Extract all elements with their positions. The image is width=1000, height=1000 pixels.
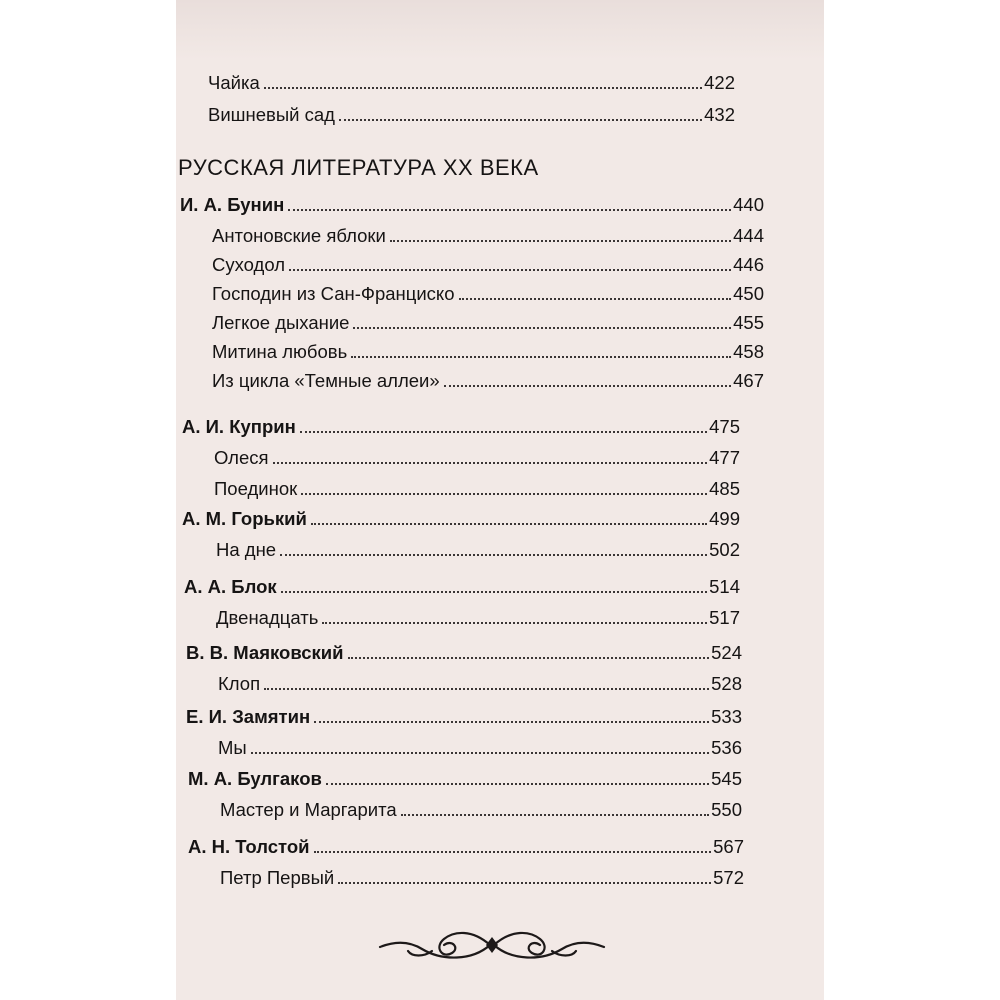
dot-leader [288,208,731,211]
dot-leader [351,355,731,358]
toc-author-entry [186,702,742,728]
toc-author-entry [188,832,744,858]
work-title: Из цикла «Темные аллеи» [212,370,440,391]
dot-leader [444,384,731,387]
dot-leader [322,621,707,624]
dot-leader [301,492,707,495]
page-number: 446 [733,254,764,275]
page-number: 567 [713,836,744,857]
toc-author-entry [182,504,740,530]
work-title: Вишневый сад [208,104,335,125]
book-page [176,0,824,1000]
toc-work-entry [216,535,740,561]
page-number: 536 [711,737,742,758]
author-name: А. И. Куприн [182,416,296,437]
dot-leader [348,656,710,659]
toc-work-entry [220,863,744,889]
work-title: Антоновские яблоки [212,225,386,246]
dot-leader [311,522,707,525]
work-title: Мастер и Маргарита [220,799,397,820]
work-title: Двенадцать [216,607,319,628]
dot-leader [390,239,731,242]
author-name: А. Н. Толстой [188,836,310,857]
page-number: 455 [733,312,764,333]
author-name: А. А. Блок [184,576,277,597]
dot-leader [300,430,707,433]
dot-leader [401,813,710,816]
dot-leader [314,720,709,723]
page-number: 422 [704,72,735,93]
work-title: Митина любовь [212,341,348,362]
page-number: 485 [709,478,740,499]
page-number: 467 [733,370,764,391]
work-title: Петр Первый [220,867,335,888]
dot-leader [326,782,709,785]
toc-work-entry [212,308,764,334]
toc-work-entry [214,443,740,469]
author-name: А. М. Горький [182,508,307,529]
dot-leader [314,850,712,853]
work-title: Поединок [214,478,298,499]
page-number: 533 [711,706,742,727]
work-title: Господин из Сан-Франциско [212,283,455,304]
toc-work-entry [218,669,742,695]
dot-leader [353,326,731,329]
section-heading: РУССКАЯ ЛИТЕРАТУРА ХХ ВЕКА [178,155,539,180]
work-title: Олеся [214,447,269,468]
page-number: 440 [733,194,764,215]
dot-leader [251,751,709,754]
work-title: Мы [218,737,247,758]
page-number: 517 [709,607,740,628]
dot-leader [459,297,732,300]
toc-author-entry [186,638,742,664]
flourish-ornament-icon [372,925,612,965]
toc-work-entry [212,279,764,305]
toc-work-entry [208,100,735,126]
dot-leader [264,687,709,690]
toc-work-entry [218,733,742,759]
work-title: Легкое дыхание [212,312,350,333]
toc-work-entry [220,795,742,821]
page-number: 545 [711,768,742,789]
author-name: В. В. Маяковский [186,642,344,663]
toc-work-entry [214,474,740,500]
page-number: 502 [709,539,740,560]
work-title: Клоп [218,673,261,694]
dot-leader [264,86,702,89]
page-number: 444 [733,225,764,246]
author-name: Е. И. Замятин [186,706,311,727]
dot-leader [338,881,711,884]
dot-leader [289,268,731,271]
author-name: М. А. Булгаков [188,768,322,789]
toc-work-entry [212,221,764,247]
toc-work-entry [216,603,740,629]
page-number: 499 [709,508,740,529]
page-number: 550 [711,799,742,820]
page-number: 432 [704,104,735,125]
toc-author-entry [182,412,740,438]
toc-work-entry [212,366,764,392]
work-title: Суходол [212,254,286,275]
dot-leader [281,590,707,593]
page-number: 450 [733,283,764,304]
work-title: Чайка [208,72,260,93]
dot-leader [339,118,702,121]
toc-author-entry [180,190,764,216]
page-number: 458 [733,341,764,362]
dot-leader [280,553,707,556]
author-name: И. А. Бунин [180,194,285,215]
toc-work-entry [212,250,764,276]
page-number: 475 [709,416,740,437]
work-title: На дне [216,539,277,560]
page-number: 524 [711,642,742,663]
page-number: 477 [709,447,740,468]
dot-leader [273,461,708,464]
toc-work-entry [208,68,735,94]
page-number: 528 [711,673,742,694]
page-number: 514 [709,576,740,597]
toc-author-entry [188,764,742,790]
page-number: 572 [713,867,744,888]
toc-author-entry [184,572,740,598]
toc-work-entry [212,337,764,363]
